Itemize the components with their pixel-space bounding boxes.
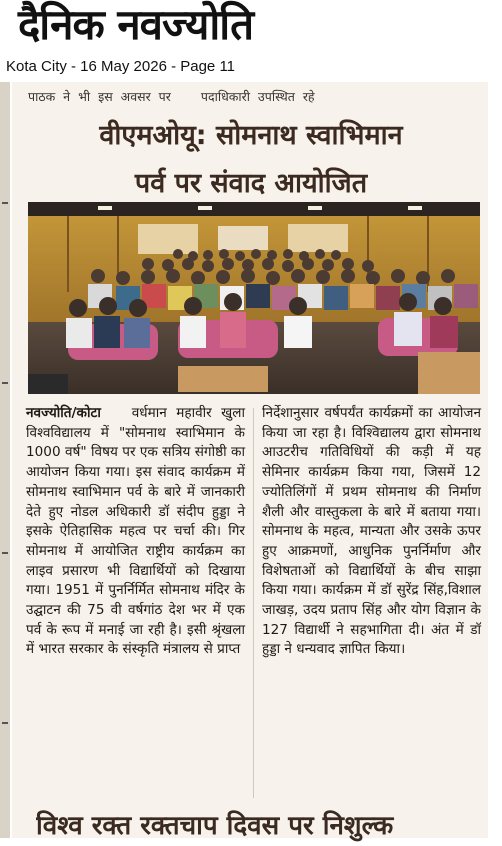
column-divider: [253, 408, 254, 798]
audience-photo-illustration: [28, 202, 480, 394]
column-right-text: निर्देशानुसार वर्षपर्यंत कार्यक्रमों का आयोजन किया जा रहा है। विश्विद्यालय द्वारा सोमनाथ आउटरीच गतिविधियों की कड़ी में यह सेमिनार कार्यक्रम किया गया, जिसमें 12 ज्योतिलिंगों में प्रथम सोमनाथ की निर्माण शैली और वास्तुकला के बारे में बताया गया। सोमनाथ के महत्व, मान्यता और उसके ऊपर हुए आक्रमणों, आधुनिक पुनर्निर्माण और विशेषताओं को विद्यार्थियों के बीच साझा किया गया। कार्यक्रम में डॉ सुरेंद्र सिंह,विशाल जाखड़, उदय प्रताप सिंह और योग विज्ञान के 127 विद्यार्थी ने सहभागिता दी। अंत में डॉ हुड्डा ने धन्यवाद ज्ञापित किया।: [262, 405, 481, 658]
dateline: नवज्योति/कोटा: [26, 405, 101, 421]
next-article-headline-fragment: विश्व रक्त रक्तचाप दिवस पर निशुल्क: [36, 811, 394, 841]
column-left-text: वर्धमान महावीर खुला विश्वविद्यालय में "सोमनाथ स्वाभिमान के 1000 वर्ष" विषय पर एक सत्रिय संगोष्ठी का आयोजन किया गया। इस संवाद कार्यक्रम में सोमनाथ स्वाभिमान पर्व के बारे में जानकारी देते हुए नोडल अधिकारी डॉ संदीप हुड्डा ने इसके ऐतिहासिक महत्व पर चर्चा की। गिर सोमनाथ में आयोजित राष्ट्रीय कार्यक्रम का लाइव प्रसारण भी विद्यार्थियों को दिखाया गया। 1951 में पुनर्निर्मित सोमनाथ मंदिर के उद्घाटन की 75 वी वर्षगांठ देश भर में एक पर्व के रूप में मनाई जा रही है। इसी श्रृंखला में भारत सरकार के संस्कृति मंत्रालय से प्राप्त: [26, 405, 246, 658]
headline-line-2: पर्व पर संवाद आयोजित: [134, 168, 368, 199]
article-column-left: [26, 404, 245, 660]
article-body: [26, 404, 486, 799]
article-headline: [20, 112, 482, 208]
newspaper-masthead: दैनिक नवज्योति: [18, 0, 254, 49]
event-photo: [28, 202, 480, 394]
edition-line: Kota City - 16 May 2026 - Page 11: [6, 58, 236, 75]
headline-line-1: वीएमओयू: सोमनाथ स्वाभिमान: [99, 120, 403, 151]
fragment-right: पदाधिकारी उपस्थित रहे: [200, 89, 315, 104]
adjacent-column-edge: [0, 82, 10, 838]
previous-article-fragment: [28, 88, 408, 106]
fragment-left: पाठक ने भी इस अवसर पर: [28, 89, 171, 104]
article-column-right: [262, 404, 481, 660]
